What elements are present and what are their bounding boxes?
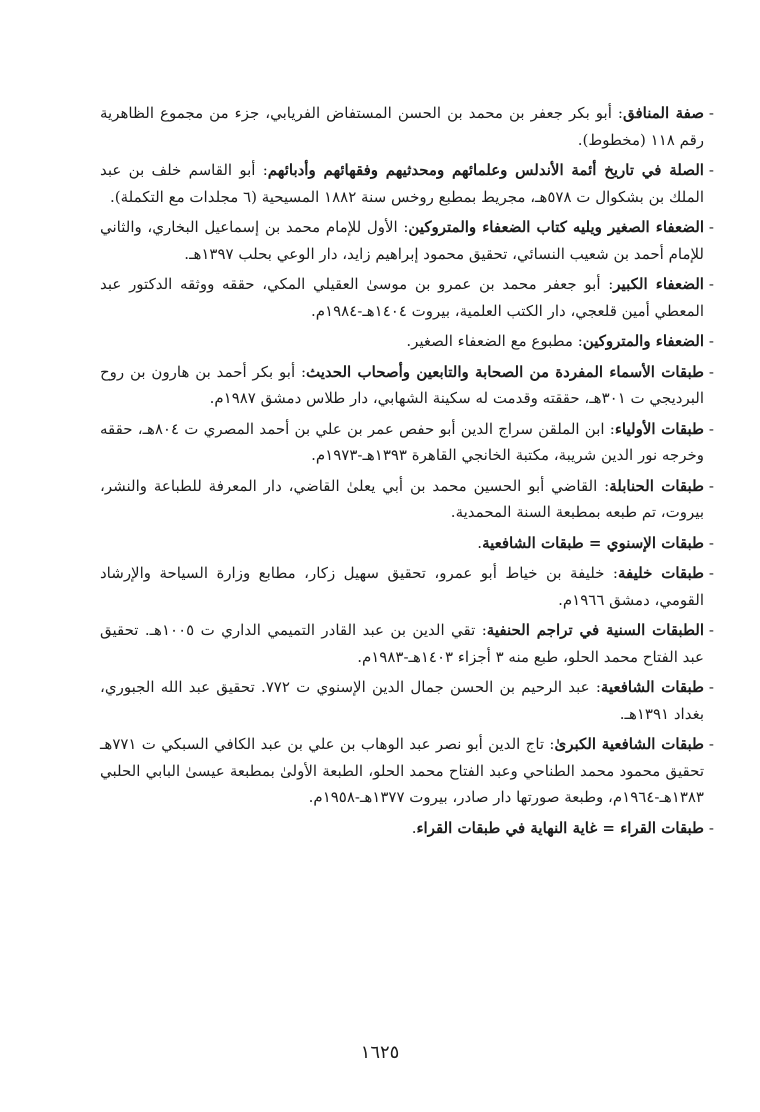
entry-title: طبقات الأسماء المفردة من الصحابة والتابعين وأصحاب الحديث bbox=[306, 362, 704, 381]
entry-title: طبقات الحنابلة bbox=[609, 476, 704, 495]
bibliography-entry bbox=[100, 100, 714, 153]
entry-dash: - bbox=[708, 621, 714, 639]
entry-title: طبقات الشافعية bbox=[600, 678, 704, 696]
bibliography-entry bbox=[100, 530, 714, 557]
entry-title: صفة المنافق bbox=[622, 104, 704, 122]
entry-body: : أبو بكر أحمد بن هارون بن روح البرديجي ت ٣٠١هـ، حققته وقدمت له سكينة الشهابي، دار طلاس دمشق ١٩٨٧م. bbox=[100, 362, 704, 407]
entry-title: طبقات القراء = غاية النهاية في طبقات القراء bbox=[416, 818, 704, 837]
entry-title: طبقات الأولياء bbox=[614, 419, 704, 438]
entry-dash: - bbox=[708, 161, 714, 179]
entry-title: طبقات خليفة bbox=[617, 564, 704, 582]
entry-title: طبقات الإسنوي = طبقات الشافعية bbox=[482, 533, 704, 552]
bibliography-list bbox=[100, 100, 714, 845]
bibliography-entry bbox=[100, 416, 714, 469]
entry-dash: - bbox=[708, 275, 714, 293]
entry-body: : تقي الدين بن عبد القادر التميمي الداري ت ١٠٠٥هـ. تحقيق عبد الفتاح محمد الحلو، طبع منه ٣ أجزاء ١٤٠٣هـ-١٩٨٣م. bbox=[100, 621, 704, 666]
entry-title: الضعفاء والمتروكين bbox=[582, 332, 704, 350]
bibliography-entry bbox=[100, 815, 714, 842]
bibliography-entry bbox=[100, 328, 714, 355]
bibliography-entry bbox=[100, 271, 714, 324]
entry-title: الضعفاء الصغير ويليه كتاب الضعفاء والمتروكين bbox=[408, 218, 704, 236]
entry-dash: - bbox=[708, 218, 714, 236]
entry-body: : أبو جعفر محمد بن عمرو بن موسىٰ العقيلي المكي، حققه ووثقه الدكتور عبد المعطي أمين قلعجي، دار الكتب العلمية، بيروت ١٤٠٤هـ-١٩٨٤م. bbox=[100, 275, 704, 320]
entry-dash: - bbox=[708, 564, 714, 582]
entry-body: : تاج الدين أبو نصر عبد الوهاب بن علي بن عبد الكافي السبكي ت ٧٧١هـ تحقيق محمود محمد الطناحي وعبد الفتاح محمد الحلو، الطبعة الأولىٰ بمطبعة عيسىٰ البابي الحلبي ١٣٨٣هـ-١٩٦٤م، وطبعة صورتها دار صادر، بيروت ١٣٧٧هـ-١٩٥٨م. bbox=[100, 735, 704, 806]
entry-title: الطبقات السنية في تراجم الحنفية bbox=[486, 621, 704, 639]
entry-body: : الأول للإمام محمد بن إسماعيل البخاري، والثاني للإمام أحمد بن شعيب النسائي، تحقيق محمود إبراهيم زايد، دار الوعي بحلب ١٣٩٧هـ. bbox=[100, 218, 704, 263]
bibliography-entry bbox=[100, 214, 714, 267]
page-number: ١٦٢٥ bbox=[360, 1042, 400, 1063]
bibliography-entry bbox=[100, 473, 714, 526]
entry-dash: - bbox=[708, 104, 714, 122]
entry-title: الضعفاء الكبير bbox=[613, 275, 704, 293]
bibliography-entry bbox=[100, 731, 714, 811]
entry-body: : أبو بكر جعفر بن محمد بن الحسن المستفاض الفريابي، جزء من مجموع الظاهرية رقم ١١٨ (مخطوط). bbox=[100, 104, 704, 149]
bibliography-entry bbox=[100, 157, 714, 210]
entry-title: طبقات الشافعية الكبرىٰ bbox=[554, 735, 704, 753]
entry-dash: - bbox=[708, 533, 714, 552]
entry-dash: - bbox=[708, 362, 714, 381]
entry-dash: - bbox=[708, 678, 714, 696]
bibliography-entry bbox=[100, 359, 714, 412]
entry-body: : أبو القاسم خلف بن عبد الملك بن بشكوال ت ٥٧٨هـ، مجريط بمطبع روخس سنة ١٨٨٢ المسيحية (٦ مجلدات مع التكملة). bbox=[100, 161, 704, 206]
entry-body: : مطبوع مع الضعفاء الصغير. bbox=[406, 332, 583, 350]
entry-body: : عبد الرحيم بن الحسن جمال الدين الإسنوي ت ٧٧٢. تحقيق عبد الله الجبوري، بغداد ١٣٩١هـ. bbox=[100, 678, 704, 723]
entry-dash: - bbox=[708, 476, 714, 495]
entry-dash: - bbox=[708, 332, 714, 350]
bibliography-entry bbox=[100, 674, 714, 727]
entry-title: الصلة في تاريخ أئمة الأندلس وعلمائهم ومحدثيهم وفقهائهم وأدبائهم bbox=[267, 161, 704, 179]
entry-body: . bbox=[477, 533, 483, 552]
bibliography-entry bbox=[100, 560, 714, 613]
entry-dash: - bbox=[708, 818, 714, 837]
entry-dash: - bbox=[708, 419, 714, 438]
entry-body: : القاضي أبو الحسين محمد بن أبي يعلىٰ القاضي، دار المعرفة للطباعة والنشر، بيروت، تم طبعه بمطبعة السنة المحمدية. bbox=[100, 476, 704, 521]
entry-body: . bbox=[411, 818, 417, 837]
entry-body: : ابن الملقن سراج الدين أبو حفص عمر بن علي بن أحمد المصري ت ٨٠٤هـ، حققه وخرجه نور الدين شريبة، مكتبة الخانجي القاهرة ١٣٩٣هـ-١٩٧٣م. bbox=[100, 419, 704, 464]
bibliography-entry bbox=[100, 617, 714, 670]
entry-body: : خليفة بن خياط أبو عمرو، تحقيق سهيل زكار، مطابع وزارة السياحة والإرشاد القومي، دمشق ١٩٦٦م. bbox=[100, 564, 704, 609]
entry-dash: - bbox=[708, 735, 714, 753]
